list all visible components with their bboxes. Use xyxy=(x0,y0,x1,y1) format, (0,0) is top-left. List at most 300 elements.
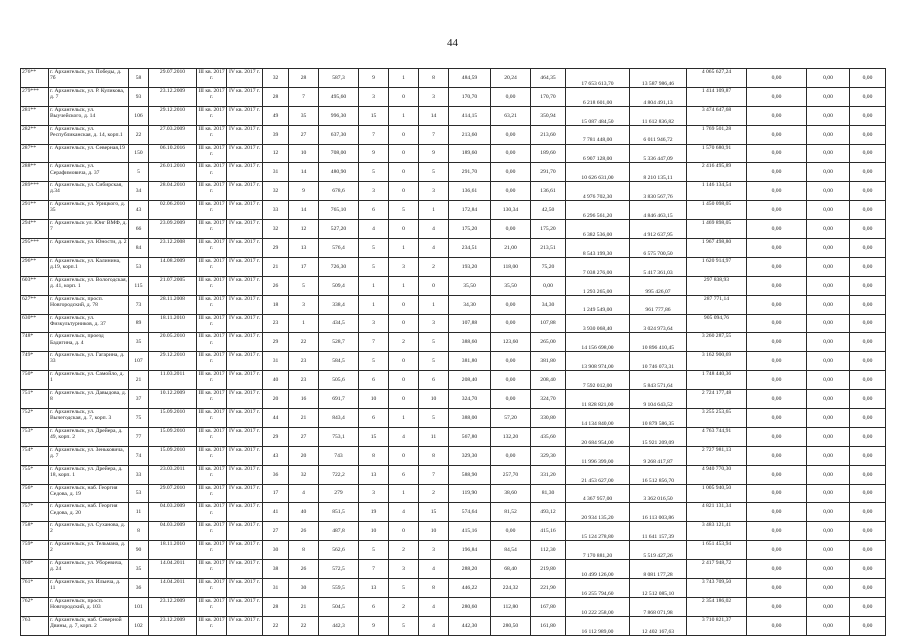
amount-cell: 16 112 989,00 xyxy=(566,616,630,635)
row-id-cell: 753* xyxy=(21,427,49,446)
date-cell: 28.11.2008 xyxy=(149,295,197,314)
period-end-cell: IV кв. 2017 г. xyxy=(227,579,263,598)
amount-cell: 0,00 xyxy=(850,333,886,352)
count-cell: 0 xyxy=(389,446,419,465)
table-row xyxy=(21,427,886,446)
address-cell: г. Архангельск, ул. Вычегодская, д. 7, корп. 3 xyxy=(49,409,129,428)
count-cell: 3 xyxy=(419,182,449,201)
count-cell: 4 xyxy=(289,484,319,503)
area-cell: 280,60 xyxy=(449,597,491,616)
amount-cell: 0,00 xyxy=(747,295,807,314)
date-cell: 14.04.2011 xyxy=(149,560,197,579)
row-id-cell: 749* xyxy=(21,352,49,371)
period-end-cell: IV кв. 2017 г. xyxy=(227,503,263,522)
count-cell: 5 xyxy=(419,409,449,428)
count-cell: 23 xyxy=(289,352,319,371)
count-cell: 3 xyxy=(389,560,419,579)
area-cell: 224,32 xyxy=(491,579,531,598)
amount-cell: 3 930 068,40 xyxy=(566,314,630,333)
count-cell: 0 xyxy=(389,87,419,106)
count-cell: 21 xyxy=(263,257,289,276)
address-cell: г. Архангельск, ул. Ильича, д. 11 xyxy=(49,579,129,598)
count-cell: 21 xyxy=(289,597,319,616)
amount-cell: 1 414 109,87 xyxy=(687,87,747,106)
amount-cell: 11 828 821,00 xyxy=(566,390,630,409)
area-cell: 0,00 xyxy=(491,295,531,314)
period-end-cell: IV кв. 2017 г. xyxy=(227,182,263,201)
count-cell: 12 xyxy=(263,144,289,163)
count-cell: 26 xyxy=(289,560,319,579)
table-row xyxy=(21,522,886,541)
row-id-cell: 756* xyxy=(21,484,49,503)
area-cell: 213,51 xyxy=(531,239,566,258)
period-end-cell: IV кв. 2017 г. xyxy=(227,522,263,541)
count-cell: 11 xyxy=(419,427,449,446)
amount-cell: 6 575 700,50 xyxy=(630,239,687,258)
amount-cell: 3 162 900,69 xyxy=(687,352,747,371)
amount-cell: 4 912 637,95 xyxy=(630,220,687,239)
address-cell: г. Архангельск, наб. Георгия Седова, д. 19 xyxy=(49,484,129,503)
count-cell: 1 xyxy=(389,239,419,258)
page-number: 44 xyxy=(447,37,458,49)
doc-number-cell: 75 xyxy=(129,409,149,428)
area-cell: 843,4 xyxy=(319,409,359,428)
area-cell: 572,5 xyxy=(319,560,359,579)
amount-cell: 0,00 xyxy=(747,597,807,616)
amount-cell: 8 210 135,11 xyxy=(630,163,687,182)
count-cell: 1 xyxy=(359,295,389,314)
table-row xyxy=(21,106,886,125)
amount-cell: 5 336 447,09 xyxy=(630,144,687,163)
amount-cell: 0,00 xyxy=(850,182,886,201)
address-cell: г. Архангельск, ул. Давыдова, д. 8 xyxy=(49,390,129,409)
amount-cell: 0,00 xyxy=(850,541,886,560)
count-cell: 14 xyxy=(289,163,319,182)
doc-number-cell: 90 xyxy=(129,541,149,560)
doc-number-cell: 77 xyxy=(129,427,149,446)
amount-cell: 0,00 xyxy=(807,616,850,635)
amount-cell: 0,00 xyxy=(807,276,850,295)
count-cell: 16 xyxy=(289,390,319,409)
count-cell: 7 xyxy=(359,125,389,144)
area-cell: 480,90 xyxy=(319,163,359,182)
count-cell: 29 xyxy=(263,333,289,352)
amount-cell: 0,00 xyxy=(807,144,850,163)
address-cell: г. Архангельск, ул. Калинина, д.19, корп.1 xyxy=(49,257,129,276)
period-end-cell: IV кв. 2017 г. xyxy=(227,87,263,106)
area-cell: 637,30 xyxy=(319,125,359,144)
row-id-cell: 755* xyxy=(21,465,49,484)
amount-cell: 3 483 121,41 xyxy=(687,522,747,541)
amount-cell: 13 587 986,46 xyxy=(630,69,687,88)
doc-number-cell: 101 xyxy=(129,597,149,616)
period-start-cell: III кв. 2017 г. xyxy=(197,484,227,503)
amount-cell: 12 402 167,63 xyxy=(630,616,687,635)
count-cell: 26 xyxy=(263,276,289,295)
period-end-cell: IV кв. 2017 г. xyxy=(227,333,263,352)
area-cell: 442,30 xyxy=(449,616,491,635)
amount-cell: 21 453 627,00 xyxy=(566,465,630,484)
period-end-cell: IV кв. 2017 г. xyxy=(227,390,263,409)
date-cell: 15.09.2010 xyxy=(149,446,197,465)
amount-cell: 6 011 946,72 xyxy=(630,125,687,144)
date-cell: 21.07.2005 xyxy=(149,276,197,295)
count-cell: 8 xyxy=(289,541,319,560)
count-cell: 28 xyxy=(263,87,289,106)
address-cell: г. Архангельск, просп. Новгородский, д. 78 xyxy=(49,295,129,314)
area-cell: 708,00 xyxy=(319,144,359,163)
amount-cell: 1 450 098,05 xyxy=(687,201,747,220)
area-cell: 559,5 xyxy=(319,579,359,598)
area-cell: 434,5 xyxy=(319,314,359,333)
amount-cell: 14 156 698,00 xyxy=(566,333,630,352)
count-cell: 39 xyxy=(263,125,289,144)
address-cell: г. Архангельск, ул. Республиканская, д. 14, корп.1 xyxy=(49,125,129,144)
area-cell: 35,50 xyxy=(449,276,491,295)
area-cell: 280,50 xyxy=(491,616,531,635)
count-cell: 0 xyxy=(389,125,419,144)
count-cell: 1 xyxy=(419,295,449,314)
area-cell: 57,20 xyxy=(491,409,531,428)
amount-cell: 0,00 xyxy=(747,201,807,220)
amount-cell: 0,00 xyxy=(850,484,886,503)
count-cell: 9 xyxy=(289,182,319,201)
amount-cell: 0,00 xyxy=(807,409,850,428)
table-row xyxy=(21,69,886,88)
area-cell: 172,84 xyxy=(449,201,491,220)
period-end-cell: IV кв. 2017 г. xyxy=(227,257,263,276)
count-cell: 20 xyxy=(289,446,319,465)
amount-cell: 0,00 xyxy=(850,144,886,163)
area-cell: 112,30 xyxy=(531,541,566,560)
count-cell: 15 xyxy=(359,427,389,446)
date-cell: 29.07.2010 xyxy=(149,69,197,88)
table-row xyxy=(21,333,886,352)
address-cell: г. Архангельск, наб. Георгия Седова, д. 20 xyxy=(49,503,129,522)
date-cell: 15.09.2010 xyxy=(149,427,197,446)
period-start-cell: III кв. 2017 г. xyxy=(197,333,227,352)
amount-cell: 0,00 xyxy=(807,465,850,484)
amount-cell: 0,00 xyxy=(747,276,807,295)
period-end-cell: IV кв. 2017 г. xyxy=(227,541,263,560)
area-cell: 509,4 xyxy=(319,276,359,295)
doc-number-cell: 35 xyxy=(129,560,149,579)
count-cell: 6 xyxy=(419,371,449,390)
amount-cell: 0,00 xyxy=(850,427,886,446)
amount-cell: 10 499 126,00 xyxy=(566,560,630,579)
count-cell: 5 xyxy=(359,163,389,182)
area-cell: 170,70 xyxy=(531,87,566,106)
amount-cell: 0,00 xyxy=(807,125,850,144)
area-cell: 175,20 xyxy=(449,220,491,239)
date-cell: 26.01.2010 xyxy=(149,163,197,182)
amount-cell: 7 781 448,00 xyxy=(566,125,630,144)
count-cell: 17 xyxy=(263,484,289,503)
amount-cell: 17 653 613,70 xyxy=(566,69,630,88)
area-cell: 291,70 xyxy=(531,163,566,182)
table-row xyxy=(21,446,886,465)
count-cell: 30 xyxy=(263,541,289,560)
row-id-cell: 294** xyxy=(21,220,49,239)
amount-cell: 9 268 417,87 xyxy=(630,446,687,465)
amount-cell: 1 146 134,54 xyxy=(687,182,747,201)
area-cell: 0,00 xyxy=(491,371,531,390)
area-cell: 0,00 xyxy=(491,182,531,201)
count-cell: 4 xyxy=(359,220,389,239)
amount-cell: 0,00 xyxy=(747,409,807,428)
amount-cell: 1 005 940,50 xyxy=(687,484,747,503)
count-cell: 9 xyxy=(419,144,449,163)
period-start-cell: III кв. 2017 г. xyxy=(197,446,227,465)
area-cell: 112,80 xyxy=(491,597,531,616)
amount-cell: 0,00 xyxy=(850,257,886,276)
count-cell: 5 xyxy=(419,163,449,182)
table-row xyxy=(21,163,886,182)
amount-cell: 0,00 xyxy=(807,163,850,182)
amount-cell: 0,00 xyxy=(807,106,850,125)
area-cell: 288,20 xyxy=(449,560,491,579)
amount-cell: 0,00 xyxy=(747,125,807,144)
row-id-cell: 289*** xyxy=(21,182,49,201)
count-cell: 7 xyxy=(359,560,389,579)
count-cell: 0 xyxy=(389,144,419,163)
period-end-cell: IV кв. 2017 г. xyxy=(227,220,263,239)
count-cell: 43 xyxy=(263,446,289,465)
area-cell: 221,90 xyxy=(531,579,566,598)
area-cell: 442,3 xyxy=(319,616,359,635)
count-cell: 20 xyxy=(263,390,289,409)
date-cell: 18.11.2010 xyxy=(149,314,197,333)
amount-cell: 5 843 571,64 xyxy=(630,371,687,390)
date-cell: 02.06.2010 xyxy=(149,201,197,220)
count-cell: 13 xyxy=(359,465,389,484)
count-cell: 49 xyxy=(263,106,289,125)
area-cell: 678,6 xyxy=(319,182,359,201)
amount-cell: 0,00 xyxy=(807,220,850,239)
table-row xyxy=(21,220,886,239)
count-cell: 2 xyxy=(389,541,419,560)
area-cell: 435,60 xyxy=(531,427,566,446)
amount-cell: 4 065 627,24 xyxy=(687,69,747,88)
area-cell: 338,4 xyxy=(319,295,359,314)
count-cell: 2 xyxy=(389,333,419,352)
table-row xyxy=(21,597,886,616)
amount-cell: 11 641 157,39 xyxy=(630,522,687,541)
amount-cell: 0,00 xyxy=(747,314,807,333)
table-row xyxy=(21,503,886,522)
count-cell: 10 xyxy=(419,390,449,409)
date-cell: 23.12.2009 xyxy=(149,597,197,616)
area-cell: 567,80 xyxy=(449,427,491,446)
amount-cell: 0,00 xyxy=(747,560,807,579)
table-row xyxy=(21,201,886,220)
date-cell: 04.03.2009 xyxy=(149,522,197,541)
count-cell: 14 xyxy=(289,201,319,220)
count-cell: 4 xyxy=(419,220,449,239)
doc-number-cell: 89 xyxy=(129,314,149,333)
count-cell: 1 xyxy=(419,201,449,220)
table-row xyxy=(21,87,886,106)
doc-number-cell: 36 xyxy=(129,579,149,598)
count-cell: 0 xyxy=(389,352,419,371)
doc-number-cell: 73 xyxy=(129,295,149,314)
area-cell: 118,00 xyxy=(491,257,531,276)
date-cell: 15.09.2010 xyxy=(149,409,197,428)
area-cell: 691,7 xyxy=(319,390,359,409)
area-cell: 446,22 xyxy=(449,579,491,598)
amount-cell: 0,00 xyxy=(850,163,886,182)
amount-cell: 0,00 xyxy=(747,257,807,276)
amount-cell: 0,00 xyxy=(747,522,807,541)
doc-number-cell: 150 xyxy=(129,144,149,163)
count-cell: 18 xyxy=(263,295,289,314)
count-cell: 35 xyxy=(289,106,319,125)
area-cell: 42,50 xyxy=(531,201,566,220)
date-cell: 23.12.2009 xyxy=(149,87,197,106)
amount-cell: 20 684 954,00 xyxy=(566,427,630,446)
amount-cell: 287 771,14 xyxy=(687,295,747,314)
period-start-cell: III кв. 2017 г. xyxy=(197,106,227,125)
area-cell: 0,00 xyxy=(491,125,531,144)
count-cell: 38 xyxy=(263,560,289,579)
period-end-cell: IV кв. 2017 г. xyxy=(227,239,263,258)
address-cell: г. Архангельск, ул. Дрейера, д. 18, корп. 1 xyxy=(49,465,129,484)
area-cell: 75,20 xyxy=(531,257,566,276)
area-cell: 234,51 xyxy=(449,239,491,258)
date-cell: 11.03.2011 xyxy=(149,371,197,390)
area-cell: 213,60 xyxy=(531,125,566,144)
count-cell: 10 xyxy=(289,144,319,163)
area-cell: 219,80 xyxy=(531,560,566,579)
amount-cell: 0,00 xyxy=(850,465,886,484)
area-cell: 330,80 xyxy=(531,409,566,428)
area-cell: 324,70 xyxy=(531,390,566,409)
doc-number-cell: 74 xyxy=(129,446,149,465)
count-cell: 5 xyxy=(359,352,389,371)
area-cell: 381,80 xyxy=(531,352,566,371)
row-id-cell: 751* xyxy=(21,390,49,409)
row-id-cell: 296** xyxy=(21,257,49,276)
count-cell: 12 xyxy=(289,220,319,239)
count-cell: 22 xyxy=(263,616,289,635)
area-cell: 329,30 xyxy=(449,446,491,465)
area-cell: 84,54 xyxy=(491,541,531,560)
amount-cell: 0,00 xyxy=(807,597,850,616)
amount-cell: 3 260 287,55 xyxy=(687,333,747,352)
count-cell: 3 xyxy=(289,295,319,314)
count-cell: 10 xyxy=(359,522,389,541)
date-cell: 23.03.2011 xyxy=(149,465,197,484)
count-cell: 3 xyxy=(359,314,389,333)
address-cell: г. Архангельск, ул. Суханова, д. 2 xyxy=(49,522,129,541)
address-cell: г. Архангельск, ул. Дрейера, д. 49, корп. 2 xyxy=(49,427,129,446)
amount-cell: 0,00 xyxy=(747,503,807,522)
count-cell: 5 xyxy=(419,333,449,352)
count-cell: 32 xyxy=(289,465,319,484)
amount-cell: 3 830 567,76 xyxy=(630,182,687,201)
count-cell: 33 xyxy=(263,201,289,220)
count-cell: 36 xyxy=(263,465,289,484)
row-id-cell: 276** xyxy=(21,69,49,88)
count-cell: 4 xyxy=(419,239,449,258)
count-cell: 3 xyxy=(419,541,449,560)
row-id-cell: 759* xyxy=(21,541,49,560)
amount-cell: 0,00 xyxy=(807,314,850,333)
amount-cell: 2 417 948,72 xyxy=(687,560,747,579)
area-cell: 68,40 xyxy=(491,560,531,579)
area-cell: 388,00 xyxy=(449,409,491,428)
table-row xyxy=(21,484,886,503)
date-cell: 14.04.2011 xyxy=(149,579,197,598)
count-cell: 4 xyxy=(389,427,419,446)
count-cell: 1 xyxy=(389,484,419,503)
area-cell: 213,60 xyxy=(449,125,491,144)
count-cell: 1 xyxy=(389,409,419,428)
doc-number-cell: 58 xyxy=(129,69,149,88)
address-cell: г. Архангельск, ул. Урицкого, д. 35 xyxy=(49,201,129,220)
count-cell: 2 xyxy=(419,484,449,503)
amount-cell: 0,00 xyxy=(850,371,886,390)
period-start-cell: III кв. 2017 г. xyxy=(197,579,227,598)
date-cell: 14.08.2009 xyxy=(149,257,197,276)
table-row xyxy=(21,125,886,144)
area-cell: 505,6 xyxy=(319,371,359,390)
doc-number-cell: 35 xyxy=(129,333,149,352)
amount-cell: 1 293 265,00 xyxy=(566,276,630,295)
address-cell: г. Архангельск, ул. Тельмана, д. 2 xyxy=(49,541,129,560)
count-cell: 1 xyxy=(389,106,419,125)
amount-cell: 0,00 xyxy=(850,560,886,579)
amount-cell: 0,00 xyxy=(807,295,850,314)
count-cell: 9 xyxy=(359,69,389,88)
amount-cell: 7 592 012,00 xyxy=(566,371,630,390)
amount-cell: 2 727 981,13 xyxy=(687,446,747,465)
period-start-cell: III кв. 2017 г. xyxy=(197,144,227,163)
area-cell: 0,00 xyxy=(531,276,566,295)
count-cell: 41 xyxy=(263,503,289,522)
amount-cell: 0,00 xyxy=(807,427,850,446)
period-end-cell: IV кв. 2017 г. xyxy=(227,276,263,295)
amount-cell: 10 896 410,45 xyxy=(630,333,687,352)
amount-cell: 15 087 484,50 xyxy=(566,106,630,125)
area-cell: 208,40 xyxy=(449,371,491,390)
amount-cell: 0,00 xyxy=(807,257,850,276)
amount-cell: 4 367 957,00 xyxy=(566,484,630,503)
amount-cell: 0,00 xyxy=(807,541,850,560)
count-cell: 0 xyxy=(389,220,419,239)
count-cell: 8 xyxy=(419,446,449,465)
amount-cell: 13 908 974,00 xyxy=(566,352,630,371)
date-cell: 29.12.2010 xyxy=(149,106,197,125)
area-cell: 0,00 xyxy=(491,87,531,106)
amount-cell: 0,00 xyxy=(747,465,807,484)
amount-cell: 10 222 258,00 xyxy=(566,597,630,616)
row-id-cell: 750* xyxy=(21,371,49,390)
area-cell: 504,5 xyxy=(319,597,359,616)
table-row xyxy=(21,295,886,314)
amount-cell: 1 748 440,36 xyxy=(687,371,747,390)
count-cell: 8 xyxy=(419,579,449,598)
address-cell: г. Архангельск, ул. Физкультурников, д. 37 xyxy=(49,314,129,333)
count-cell: 7 xyxy=(359,333,389,352)
count-cell: 6 xyxy=(359,409,389,428)
period-start-cell: III кв. 2017 г. xyxy=(197,560,227,579)
table-row xyxy=(21,560,886,579)
address-cell: г. Архангельск, ул. Серафимовича, д. 37 xyxy=(49,163,129,182)
period-end-cell: IV кв. 2017 г. xyxy=(227,106,263,125)
date-cell: 06.10.2016 xyxy=(149,144,197,163)
period-start-cell: III кв. 2017 г. xyxy=(197,597,227,616)
